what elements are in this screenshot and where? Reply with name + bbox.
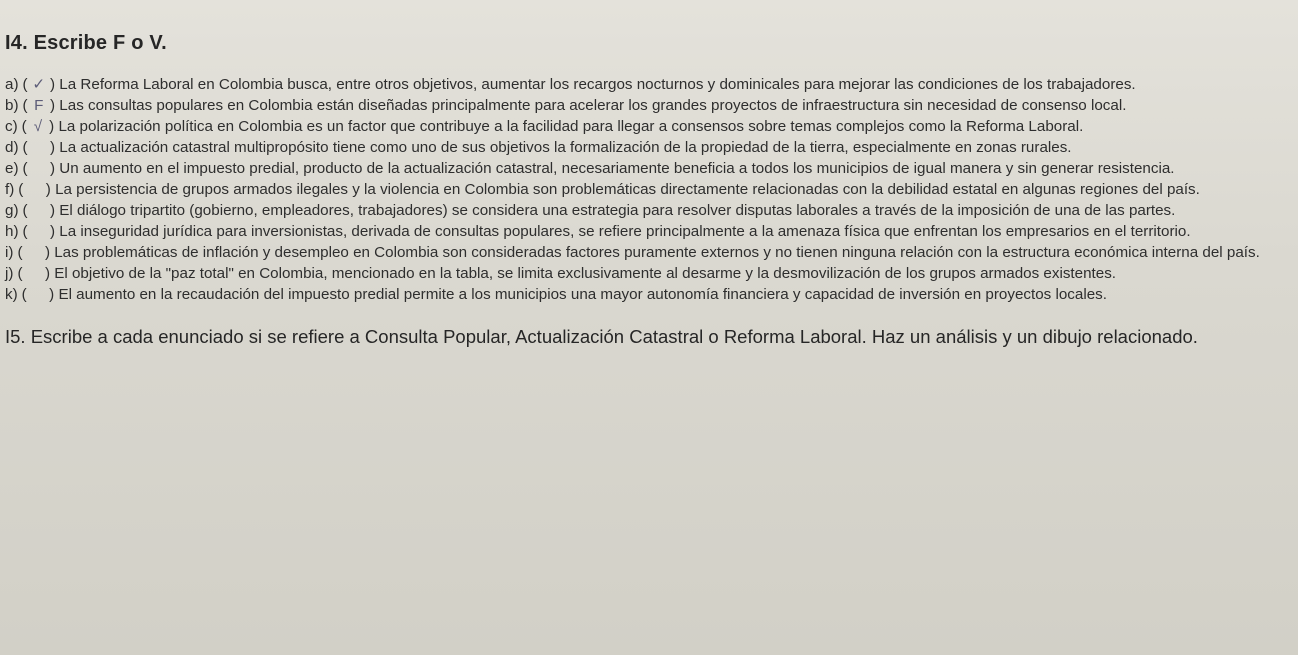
statement-text: El aumento en la recaudación del impuesto predial permite a los municipios una mayor autonomía financiera y capacidad de inversión en proyectos locales. <box>58 286 1107 303</box>
statement-text: La inseguridad jurídica para inversionistas, derivada de consultas populares, se refiere principalmente a la amenaza física que enfrentan los empresarios en el territorio. <box>59 223 1191 240</box>
statement-letter: e) <box>5 160 19 177</box>
answer-box[interactable]: F <box>34 97 44 114</box>
answer-box[interactable]: √ <box>33 118 43 135</box>
statement-item: h) ( ) La inseguridad jurídica para inversionistas, derivada de consultas populares, se refiere principalmente a la amenaza física que enfrentan los empresarios en el territorio. <box>5 223 1191 240</box>
statement-text: La persistencia de grupos armados ilegales y la violencia en Colombia son problemáticas directamente relacionadas con la debilidad estatal en algunas regiones del país. <box>55 181 1200 198</box>
statement-text: Un aumento en el impuesto predial, producto de la actualización catastral, necesariamente beneficia a todos los municipios de igual manera y sin generar resistencia. <box>59 160 1175 177</box>
statement-letter: a) <box>5 76 19 93</box>
statement-item: j) ( ) El objetivo de la "paz total" en Colombia, mencionado en la tabla, se limita exclusivamente al desarme y la desmovilización de los grupos armados existentes. <box>5 265 1117 282</box>
statement-text: El diálogo tripartito (gobierno, empleadores, trabajadores) se considera una estrategia para resolver disputas laborales a través de la imposición de una de las partes. <box>59 202 1176 219</box>
statement-item: i) ( ) Las problemáticas de inflación y desempleo en Colombia son consideradas factores puramente externos y no tienen ninguna relación con la estructura económica interna del país. <box>5 244 1260 261</box>
statement-letter: g) <box>5 202 19 219</box>
statement-letter: i) <box>5 244 14 261</box>
exercise-title: I4. Escribe F o V. <box>5 32 167 54</box>
answer-box[interactable]: ✓ <box>32 76 46 93</box>
statement-text: La Reforma Laboral en Colombia busca, entre otros objetivos, aumentar los recargos nocturnos y dominicales para mejorar las condiciones de los trabajadores. <box>59 76 1136 93</box>
statement-text: La polarización política en Colombia es un factor que contribuye a la facilidad para llegar a consensos sobre temas complejos como la Reforma Laboral. <box>58 118 1084 135</box>
statement-letter: b) <box>5 97 19 114</box>
statement-letter: d) <box>5 139 19 156</box>
statement-letter: c) <box>5 118 18 135</box>
statement-item: a) ( ✓ ) La Reforma Laboral en Colombia busca, entre otros objetivos, aumentar los recargos nocturnos y dominicales para mejorar las condiciones de los trabajadores. <box>5 76 1136 93</box>
statement-letter: h) <box>5 223 19 240</box>
statement-item: b) ( F ) Las consultas populares en Colombia están diseñadas principalmente para acelerar los grandes proyectos de infraestructura sin necesidad de consenso local. <box>5 97 1127 114</box>
statement-text: La actualización catastral multipropósito tiene como uno de sus objetivos la formalización de la propiedad de la tierra, especialmente en zonas rurales. <box>59 139 1072 156</box>
statement-text: Las consultas populares en Colombia están diseñadas principalmente para acelerar los grandes proyectos de infraestructura sin necesidad de consenso local. <box>59 97 1127 114</box>
statement-item: k) ( ) El aumento en la recaudación del impuesto predial permite a los municipios una mayor autonomía financiera y capacidad de inversión en proyectos locales. <box>5 286 1107 303</box>
statement-letter: j) <box>5 265 14 282</box>
statement-letter: f) <box>5 181 15 198</box>
exercise-15-instructions: I5. Escribe a cada enunciado si se refiere a Consulta Popular, Actualización Catastral o Reforma Laboral. Haz un análisis y un dibujo relacionado. <box>5 326 1198 347</box>
statement-text: Las problemáticas de inflación y desempleo en Colombia son consideradas factores puramente externos y no tienen ninguna relación con la estructura económica interna del país. <box>54 244 1260 261</box>
statement-letter: k) <box>5 286 18 303</box>
statement-item: c) ( √ ) La polarización política en Colombia es un factor que contribuye a la facilidad para llegar a consensos sobre temas complejos como la Reforma Laboral. <box>5 118 1084 135</box>
statement-item: d) ( ) La actualización catastral multipropósito tiene como uno de sus objetivos la formalización de la propiedad de la tierra, especialmente en zonas rurales. <box>5 139 1072 156</box>
statement-list <box>5 75 1270 305</box>
statement-item: e) ( ) Un aumento en el impuesto predial, producto de la actualización catastral, necesariamente beneficia a todos los municipios de igual manera y sin generar resistencia. <box>5 160 1175 177</box>
statement-item: g) ( ) El diálogo tripartito (gobierno, empleadores, trabajadores) se considera una estrategia para resolver disputas laborales a través de la imposición de una de las partes. <box>5 202 1176 219</box>
statement-item: f) ( ) La persistencia de grupos armados ilegales y la violencia en Colombia son problemáticas directamente relacionadas con la debilidad estatal en algunas regiones del país. <box>5 181 1200 198</box>
statement-text: El objetivo de la "paz total" en Colombia, mencionado en la tabla, se limita exclusivamente al desarme y la desmovilización de los grupos armados existentes. <box>54 265 1117 282</box>
